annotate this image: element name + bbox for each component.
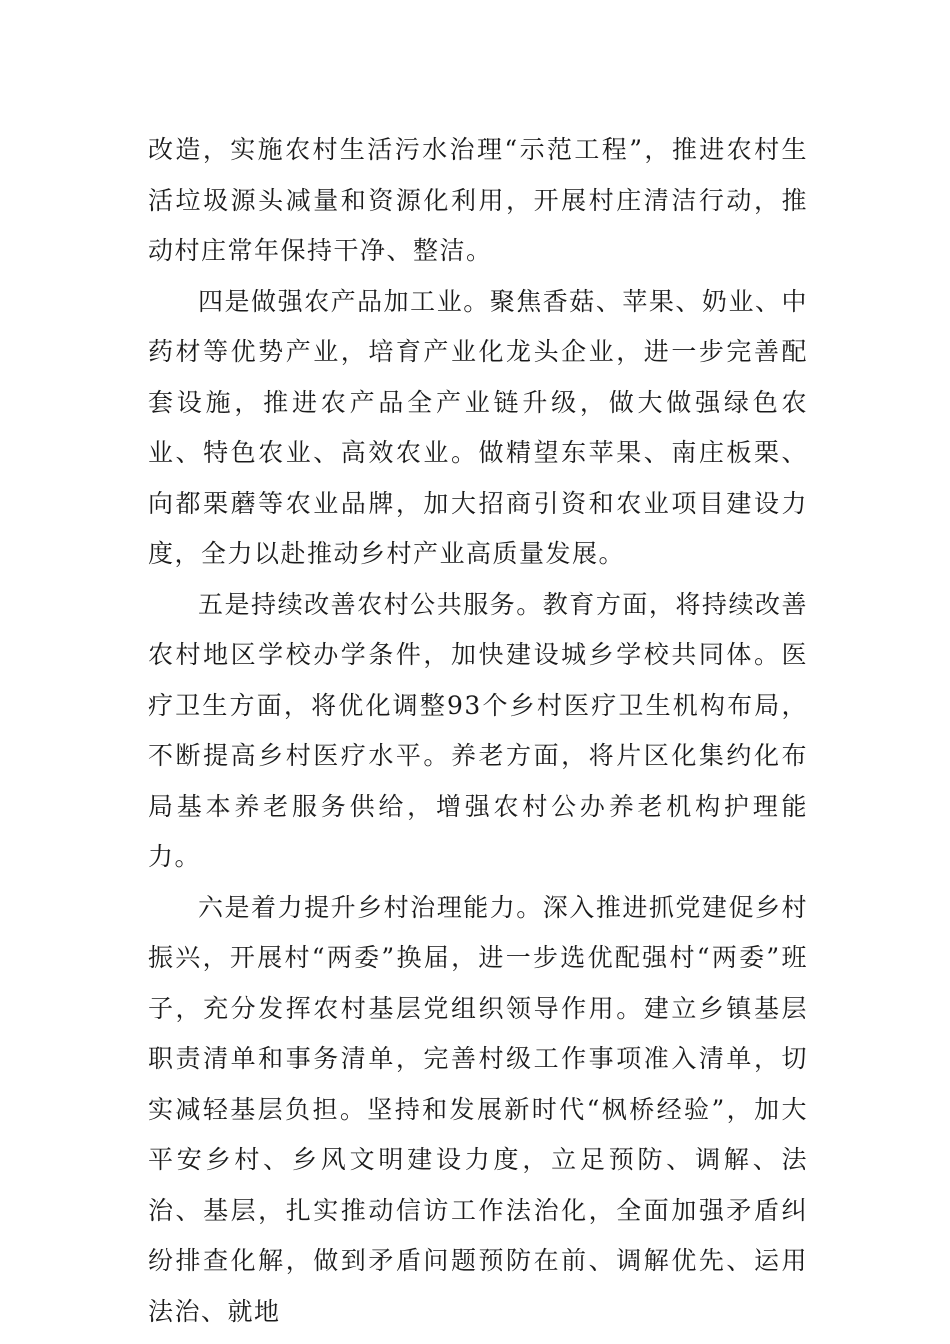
document-body xyxy=(148,125,808,1337)
paragraph-public-services: 五是持续改善农村公共服务。教育方面，将持续改善农村地区学校办学条件，加快建设城乡学校共同体。医疗卫生方面，将优化调整93个乡村医疗卫生机构布局，不断提高乡村医疗水平。养老方面，将片区化集约化布局基本养老服务供给，增强农村公办养老机构护理能力。 xyxy=(148,589,808,871)
paragraph-rural-governance: 六是着力提升乡村治理能力。深入推进抓党建促乡村振兴，开展村“两委”换届，进一步选优配强村“两委”班子，充分发挥农村基层党组织领导作用。建立乡镇基层职责清单和事务清单，完善村级工作事项准入清单，切实减轻基层负担。坚持和发展新时代“枫桥经验”，加大平安乡村、乡风文明建设力度，立足预防、调解、法治、基层，扎实推动信访工作法治化，全面加强矛盾纠纷排查化解，做到矛盾问题预防在前、调解优先、运用法治、就地 xyxy=(148,892,809,1326)
paragraph-continuation: 改造，实施农村生活污水治理“示范工程”，推进农村生活垃圾源头减量和资源化利用，开展村庄清洁行动，推动村庄常年保持干净、整洁。 xyxy=(148,135,808,265)
paragraph-agro-processing: 四是做强农产品加工业。聚焦香菇、苹果、奶业、中药材等优势产业，培育产业化龙头企业，进一步完善配套设施，推进农产品全产业链升级，做大做强绿色农业、特色农业、高效农业。做精望东苹果、南庄板栗、向都栗蘑等农业品牌，加大招商引资和农业项目建设力度，全力以赴推动乡村产业高质量发展。 xyxy=(148,286,808,568)
